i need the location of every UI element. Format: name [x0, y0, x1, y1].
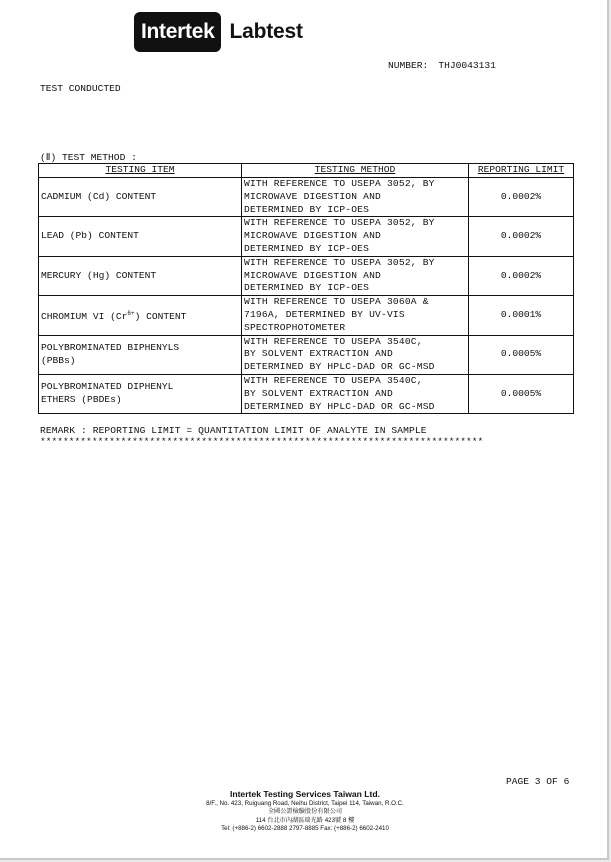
testing-item-cell: [39, 296, 242, 335]
testing-item-text: POLYBROMINATED DIPHENYL: [41, 381, 174, 393]
method-line: WITH REFERENCE TO USEPA 3052, BY: [244, 217, 435, 229]
asterisk-separator: *****************************************************************************: [40, 436, 484, 447]
remark-text: REMARK : REPORTING LIMIT = QUANTITATION LIMIT OF ANALYTE IN SAMPLE: [40, 425, 427, 436]
table-row: [39, 256, 574, 295]
testing-method-cell: [242, 178, 469, 217]
report-number: [388, 60, 506, 71]
testing-item-text: CHROMIUM VI $(Cr^{6+})$ CONTENT: [41, 309, 187, 322]
method-line: WITH REFERENCE TO USEPA 3540C,: [244, 335, 423, 347]
testing-method-cell: [242, 296, 469, 335]
footer-contact: Tel: (+886-2) 6602-2888 2797-8885 Fax: (+886-2) 6602-2410: [221, 825, 389, 833]
table-header-row: [39, 164, 574, 178]
test-method-table: [38, 163, 574, 414]
method-line: MICROWAVE DIGESTION AND: [244, 230, 382, 242]
footer-company-zh: 全國公證檢驗股份有限公司: [267, 808, 343, 816]
method-line: WITH REFERENCE TO USEPA 3052, BY: [244, 178, 435, 189]
header-testing-method: TESTING METHOD: [242, 164, 469, 178]
reporting-limit-cell: 0.0005%: [469, 374, 574, 413]
testing-item-text: POLYBROMINATED BIPHENYLS: [41, 341, 180, 353]
testing-item-text: (PBBs): [41, 354, 76, 366]
method-line: WITH REFERENCE TO USEPA 3540C,: [244, 374, 423, 386]
section-test-conducted: TEST CONDUCTED: [40, 83, 121, 94]
method-line: DETERMINED BY ICP-OES: [244, 282, 370, 294]
reporting-limit-cell: 0.0005%: [469, 335, 574, 374]
method-line: WITH REFERENCE TO USEPA 3052, BY: [244, 256, 435, 268]
header-testing-item: TESTING ITEM: [39, 164, 242, 178]
intertek-labtest-logo: [134, 12, 303, 52]
logo-brand: Intertek: [134, 12, 221, 52]
method-line: DETERMINED BY HPLC-DAD OR GC-MSD: [244, 400, 435, 412]
testing-item-cell: [39, 335, 242, 374]
reporting-limit-cell: 0.0001%: [469, 296, 574, 335]
method-line: SPECTROPHOTOMETER: [244, 321, 346, 333]
page-number: PAGE 3 OF 6: [506, 776, 570, 787]
superscript-charge: 6+: [127, 309, 135, 317]
testing-item-cell: [39, 217, 242, 256]
method-line: DETERMINED BY HPLC-DAD OR GC-MSD: [244, 361, 435, 373]
testing-item-cell: [39, 178, 242, 217]
report-number-value: THJ0043131: [438, 60, 496, 71]
method-line: MICROWAVE DIGESTION AND: [244, 190, 382, 202]
method-line: 7196A, DETERMINED BY UV-VIS: [244, 308, 405, 320]
table-row: [39, 178, 574, 217]
testing-method-cell: [242, 256, 469, 295]
method-line: DETERMINED BY ICP-OES: [244, 203, 370, 215]
logo-text: Labtest: [229, 20, 303, 43]
method-line: BY SOLVENT EXTRACTION AND: [244, 387, 393, 399]
footer-address: 8/F., No. 423, Ruiguang Road, Neihu District, Taipei 114, Taiwan, R.O.C.: [206, 800, 404, 807]
testing-item-text: MERCURY (Hg) CONTENT: [41, 269, 157, 281]
testing-item-cell: [39, 256, 242, 295]
testing-method-cell: [242, 217, 469, 256]
testing-method-cell: [242, 335, 469, 374]
method-line: DETERMINED BY ICP-OES: [244, 242, 370, 254]
report-number-label: NUMBER:: [388, 60, 429, 71]
method-line: WITH REFERENCE TO USEPA 3060A &: [244, 296, 429, 308]
testing-item-text: ETHERS (PBDEs): [41, 394, 122, 406]
table-row: [39, 217, 574, 256]
section-test-method: (Ⅱ) TEST METHOD :: [40, 152, 137, 163]
header-reporting-limit: REPORTING LIMIT: [469, 164, 574, 178]
reporting-limit-cell: 0.0002%: [469, 178, 574, 217]
reporting-limit-cell: 0.0002%: [469, 217, 574, 256]
footer: [180, 789, 430, 834]
table-row: [39, 296, 574, 335]
table-row: [39, 374, 574, 413]
method-line: MICROWAVE DIGESTION AND: [244, 269, 382, 281]
footer-address-zh: 114 台北市內湖區瑞光路 423號 8 樓: [255, 816, 355, 824]
testing-item-cell: [39, 374, 242, 413]
footer-company: Intertek Testing Services Taiwan Ltd.: [229, 789, 381, 799]
testing-method-cell: [242, 374, 469, 413]
reporting-limit-cell: 0.0002%: [469, 256, 574, 295]
testing-item-text: CADMIUM (Cd) CONTENT: [41, 190, 157, 202]
table-row: [39, 335, 574, 374]
testing-item-text: LEAD (Pb) CONTENT: [41, 230, 139, 242]
method-line: BY SOLVENT EXTRACTION AND: [244, 348, 393, 360]
